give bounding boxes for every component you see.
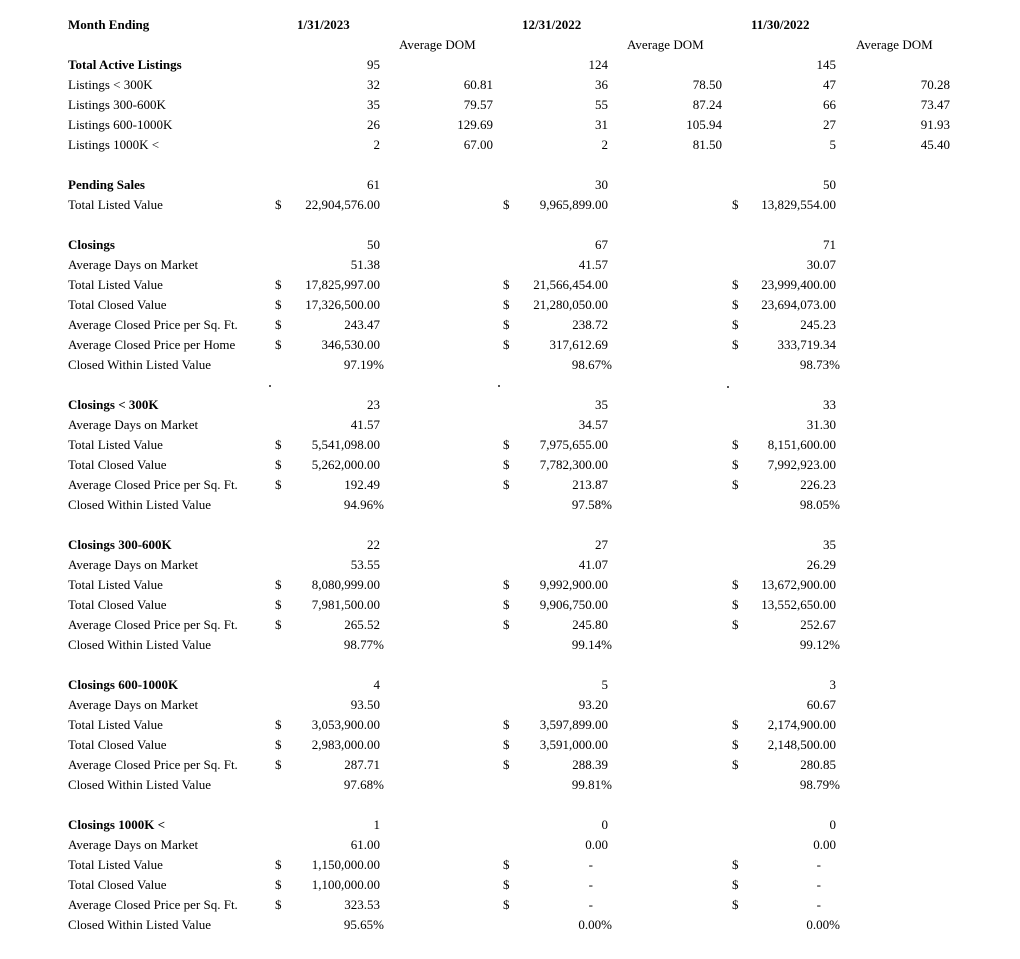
total-1: 61 [367, 177, 380, 192]
dollar-sign: $ [732, 197, 739, 212]
value-2: 21,566,454.00 [533, 277, 608, 292]
value-2: 9,906,750.00 [539, 597, 608, 612]
value-3: - [816, 857, 821, 872]
dollar-sign: $ [503, 337, 510, 352]
dollar-sign: $ [275, 477, 282, 492]
section-title: Closings 300-600K [68, 537, 172, 552]
dollar-sign: $ [275, 577, 282, 592]
price-home-row [0, 335, 1020, 355]
dollar-sign: $ [732, 617, 739, 632]
value-1: 41.57 [350, 417, 380, 432]
total-3: 33 [823, 397, 836, 412]
value-3: 333,719.34 [777, 337, 836, 352]
value-3: 280.85 [800, 757, 836, 772]
value-1: 17,825,997.00 [305, 277, 380, 292]
section-title: Closings 1000K < [68, 817, 165, 832]
value-2: 238.72 [572, 317, 608, 332]
row-label: Total Listed Value [68, 197, 163, 212]
dollar-sign: $ [732, 757, 739, 772]
dom-1: 60.81 [463, 77, 493, 92]
total-3: 35 [823, 537, 836, 552]
value-2: 0.00% [578, 917, 612, 932]
total-2: 124 [588, 57, 608, 72]
count-1: 35 [367, 97, 380, 112]
value-3: 98.79% [799, 777, 840, 792]
price-sqft-row [0, 315, 1020, 335]
value-1: 22,904,576.00 [305, 197, 380, 212]
row-label: Listings 600-1000K [68, 117, 173, 132]
value-3: 2,174,900.00 [767, 717, 836, 732]
row-label: Average Closed Price per Sq. Ft. [68, 757, 238, 772]
row-label: Average Closed Price per Sq. Ft. [68, 317, 238, 332]
row-label: Average Closed Price per Sq. Ft. [68, 477, 238, 492]
value-2: 0.00 [585, 837, 608, 852]
dom-2: 105.94 [686, 117, 722, 132]
avg-dom-header-3: Average DOM [856, 37, 933, 52]
dollar-sign: $ [275, 317, 282, 332]
listings-row [0, 75, 1020, 95]
dollar-sign: $ [275, 737, 282, 752]
period-2: 12/31/2022 [522, 17, 582, 32]
total-1: 1 [373, 817, 380, 832]
count-2: 31 [595, 117, 608, 132]
avg-days-row [0, 835, 1020, 855]
value-2: 99.81% [571, 777, 612, 792]
value-3: 13,672,900.00 [761, 577, 836, 592]
total-1: 23 [367, 397, 380, 412]
row-label: Average Closed Price per Sq. Ft. [68, 617, 238, 632]
value-3: 31.30 [806, 417, 836, 432]
value-2: 41.07 [578, 557, 608, 572]
count-3: 27 [823, 117, 836, 132]
dom-3: 70.28 [920, 77, 950, 92]
dollar-sign: $ [275, 617, 282, 632]
dollar-sign: $ [275, 437, 282, 452]
dollar-sign: $ [732, 897, 739, 912]
value-2: - [588, 897, 593, 912]
total-closed-row [0, 595, 1020, 615]
listings-row [0, 135, 1020, 155]
dollar-sign: $ [732, 437, 739, 452]
total-2: 0 [601, 817, 608, 832]
dom-1: 129.69 [457, 117, 493, 132]
dollar-sign: $ [275, 857, 282, 872]
section-title: Closings 600-1000K [68, 677, 179, 692]
dollar-sign: $ [275, 597, 282, 612]
total-closed-row [0, 295, 1020, 315]
value-1: 17,326,500.00 [305, 297, 380, 312]
value-2: - [588, 857, 593, 872]
dollar-sign: $ [732, 877, 739, 892]
total-1: 4 [373, 677, 380, 692]
row-label: Total Listed Value [68, 717, 163, 732]
header-row [0, 15, 1020, 35]
count-1: 32 [367, 77, 380, 92]
value-1: 51.38 [350, 257, 380, 272]
dollar-sign: $ [503, 477, 510, 492]
value-1: 95.65% [343, 917, 384, 932]
dollar-sign: $ [503, 317, 510, 332]
dollar-sign: $ [732, 577, 739, 592]
count-1: 2 [373, 137, 380, 152]
value-2: 213.87 [572, 477, 608, 492]
row-label: Total Closed Value [68, 297, 167, 312]
total-2: 35 [595, 397, 608, 412]
artifact-mark [269, 385, 271, 387]
dom-2: 87.24 [692, 97, 722, 112]
dollar-sign: $ [732, 337, 739, 352]
total-listed-row [0, 715, 1020, 735]
dollar-sign: $ [732, 317, 739, 332]
value-1: 323.53 [344, 897, 380, 912]
total-3: 50 [823, 177, 836, 192]
artifact-mark [498, 385, 500, 387]
period-3: 11/30/2022 [751, 17, 810, 32]
price-sqft-row [0, 475, 1020, 495]
value-3: 0.00 [813, 837, 836, 852]
value-1: 2,983,000.00 [311, 737, 380, 752]
dollar-sign: $ [503, 197, 510, 212]
dollar-sign: $ [732, 597, 739, 612]
total-3: 71 [823, 237, 836, 252]
total-3: 3 [829, 677, 836, 692]
dollar-sign: $ [503, 857, 510, 872]
row-label: Total Closed Value [68, 737, 167, 752]
row-label: Average Closed Price per Home [68, 337, 236, 352]
value-1: 53.55 [350, 557, 380, 572]
value-1: 5,541,098.00 [311, 437, 380, 452]
row-label: Total Listed Value [68, 857, 163, 872]
row-label: Closed Within Listed Value [68, 357, 212, 372]
value-2: - [588, 877, 593, 892]
total-2: 27 [595, 537, 608, 552]
total-2: 30 [595, 177, 608, 192]
row-label: Listings 1000K < [68, 137, 160, 152]
value-1: 287.71 [344, 757, 380, 772]
value-1: 192.49 [344, 477, 380, 492]
price-sqft-row [0, 615, 1020, 635]
row-label: Average Closed Price per Sq. Ft. [68, 897, 238, 912]
value-1: 1,100,000.00 [311, 877, 380, 892]
section-title: Total Active Listings [68, 57, 182, 72]
row-label: Closed Within Listed Value [68, 777, 212, 792]
dollar-sign: $ [732, 857, 739, 872]
avg-days-row [0, 555, 1020, 575]
dollar-sign: $ [503, 617, 510, 632]
count-3: 5 [829, 137, 836, 152]
value-2: 317,612.69 [549, 337, 608, 352]
within-listed-row [0, 775, 1020, 795]
total-2: 67 [595, 237, 608, 252]
value-1: 61.00 [350, 837, 380, 852]
value-2: 245.80 [572, 617, 608, 632]
dollar-sign: $ [503, 877, 510, 892]
dom-3: 73.47 [920, 97, 950, 112]
value-3: 226.23 [800, 477, 836, 492]
dollar-sign: $ [275, 457, 282, 472]
dom-2: 81.50 [692, 137, 722, 152]
value-1: 243.47 [344, 317, 380, 332]
closings-gt1000-title-row [0, 815, 1020, 835]
row-label: Total Listed Value [68, 577, 163, 592]
dollar-sign: $ [503, 457, 510, 472]
count-3: 66 [823, 97, 836, 112]
value-1: 7,981,500.00 [311, 597, 380, 612]
value-1: 5,262,000.00 [311, 457, 380, 472]
row-label: Closed Within Listed Value [68, 497, 212, 512]
row-label: Total Listed Value [68, 277, 163, 292]
dollar-sign: $ [732, 457, 739, 472]
pending-listed-value-row [0, 195, 1020, 215]
value-3: 98.73% [799, 357, 840, 372]
value-2: 98.67% [571, 357, 612, 372]
value-1: 265.52 [344, 617, 380, 632]
dollar-sign: $ [275, 297, 282, 312]
within-listed-row [0, 915, 1020, 935]
dollar-sign: $ [503, 717, 510, 732]
value-2: 93.20 [578, 697, 608, 712]
avg-dom-header-2: Average DOM [627, 37, 704, 52]
dollar-sign: $ [503, 897, 510, 912]
count-2: 55 [595, 97, 608, 112]
row-label: Total Closed Value [68, 457, 167, 472]
closings-lt300-title-row [0, 395, 1020, 415]
value-3: 60.67 [806, 697, 836, 712]
value-2: 288.39 [572, 757, 608, 772]
value-1: 93.50 [350, 697, 380, 712]
dollar-sign: $ [275, 277, 282, 292]
row-label: Average Days on Market [68, 257, 199, 272]
value-3: 99.12% [799, 637, 840, 652]
closings-600-1000-title-row [0, 675, 1020, 695]
value-1: 346,530.00 [321, 337, 380, 352]
dollar-sign: $ [275, 897, 282, 912]
row-label: Average Days on Market [68, 417, 199, 432]
within-listed-row [0, 635, 1020, 655]
section-title: Closings [68, 237, 115, 252]
count-2: 2 [601, 137, 608, 152]
avg-dom-header-row [0, 35, 1020, 55]
value-2: 9,992,900.00 [539, 577, 608, 592]
total-listed-row [0, 435, 1020, 455]
dollar-sign: $ [275, 757, 282, 772]
value-1: 97.68% [343, 777, 384, 792]
month-ending-label: Month Ending [68, 17, 150, 32]
dollar-sign: $ [503, 597, 510, 612]
total-listed-row [0, 575, 1020, 595]
value-2: 21,280,050.00 [533, 297, 608, 312]
total-closed-row [0, 455, 1020, 475]
value-3: 0.00% [806, 917, 840, 932]
row-label: Closed Within Listed Value [68, 917, 212, 932]
listings-row [0, 115, 1020, 135]
period-1: 1/31/2023 [297, 17, 350, 32]
value-2: 7,782,300.00 [539, 457, 608, 472]
total-listed-row [0, 275, 1020, 295]
total-1: 95 [367, 57, 380, 72]
dollar-sign: $ [503, 757, 510, 772]
value-2: 41.57 [578, 257, 608, 272]
value-3: 26.29 [806, 557, 836, 572]
value-2: 34.57 [578, 417, 608, 432]
price-sqft-row [0, 895, 1020, 915]
row-label: Closed Within Listed Value [68, 637, 212, 652]
row-label: Average Days on Market [68, 697, 199, 712]
value-2: 3,591,000.00 [539, 737, 608, 752]
total-1: 50 [367, 237, 380, 252]
dollar-sign: $ [503, 737, 510, 752]
total-3: 145 [816, 57, 836, 72]
value-1: 1,150,000.00 [311, 857, 380, 872]
value-1: 8,080,999.00 [311, 577, 380, 592]
dom-2: 78.50 [692, 77, 722, 92]
dollar-sign: $ [732, 717, 739, 732]
value-3: 7,992,923.00 [767, 457, 836, 472]
pending-sales-title-row [0, 175, 1020, 195]
row-label: Listings < 300K [68, 77, 153, 92]
value-3: 2,148,500.00 [767, 737, 836, 752]
within-listed-row [0, 355, 1020, 375]
row-label: Listings 300-600K [68, 97, 166, 112]
value-2: 7,975,655.00 [539, 437, 608, 452]
value-3: 13,829,554.00 [761, 197, 836, 212]
value-3: 30.07 [806, 257, 836, 272]
dollar-sign: $ [503, 277, 510, 292]
dollar-sign: $ [732, 737, 739, 752]
count-1: 26 [367, 117, 380, 132]
dollar-sign: $ [732, 277, 739, 292]
avg-days-row [0, 695, 1020, 715]
dollar-sign: $ [275, 717, 282, 732]
dollar-sign: $ [275, 197, 282, 212]
row-label: Total Closed Value [68, 877, 167, 892]
value-3: - [816, 897, 821, 912]
value-3: 98.05% [799, 497, 840, 512]
dollar-sign: $ [503, 437, 510, 452]
dollar-sign: $ [732, 477, 739, 492]
total-2: 5 [601, 677, 608, 692]
row-label: Average Days on Market [68, 837, 199, 852]
value-3: 252.67 [800, 617, 836, 632]
value-2: 9,965,899.00 [539, 197, 608, 212]
value-2: 3,597,899.00 [539, 717, 608, 732]
value-2: 97.58% [571, 497, 612, 512]
value-3: 8,151,600.00 [767, 437, 836, 452]
active-listings-title-row [0, 55, 1020, 75]
count-3: 47 [823, 77, 836, 92]
total-closed-row [0, 735, 1020, 755]
dom-1: 67.00 [463, 137, 493, 152]
total-1: 22 [367, 537, 380, 552]
avg-dom-header-1: Average DOM [399, 37, 476, 52]
dollar-sign: $ [275, 877, 282, 892]
dollar-sign: $ [503, 577, 510, 592]
total-closed-row [0, 875, 1020, 895]
row-label: Total Closed Value [68, 597, 167, 612]
dom-3: 45.40 [920, 137, 950, 152]
artifact-mark [727, 386, 729, 388]
within-listed-row [0, 495, 1020, 515]
value-1: 97.19% [343, 357, 384, 372]
value-3: 23,694,073.00 [761, 297, 836, 312]
dollar-sign: $ [732, 297, 739, 312]
section-title: Closings < 300K [68, 397, 159, 412]
total-listed-row [0, 855, 1020, 875]
dom-3: 91.93 [920, 117, 950, 132]
price-sqft-row [0, 755, 1020, 775]
count-2: 36 [595, 77, 608, 92]
avg-days-row [0, 415, 1020, 435]
value-3: - [816, 877, 821, 892]
value-3: 23,999,400.00 [761, 277, 836, 292]
value-1: 3,053,900.00 [311, 717, 380, 732]
closings-title-row [0, 235, 1020, 255]
value-1: 94.96% [343, 497, 384, 512]
dom-1: 79.57 [463, 97, 493, 112]
dollar-sign: $ [275, 337, 282, 352]
total-3: 0 [829, 817, 836, 832]
value-1: 98.77% [343, 637, 384, 652]
row-label: Total Listed Value [68, 437, 163, 452]
closings-300-600-title-row [0, 535, 1020, 555]
value-2: 99.14% [571, 637, 612, 652]
value-3: 13,552,650.00 [761, 597, 836, 612]
value-3: 245.23 [800, 317, 836, 332]
dollar-sign: $ [503, 297, 510, 312]
section-title: Pending Sales [68, 177, 145, 192]
listings-row [0, 95, 1020, 115]
avg-days-row [0, 255, 1020, 275]
row-label: Average Days on Market [68, 557, 199, 572]
